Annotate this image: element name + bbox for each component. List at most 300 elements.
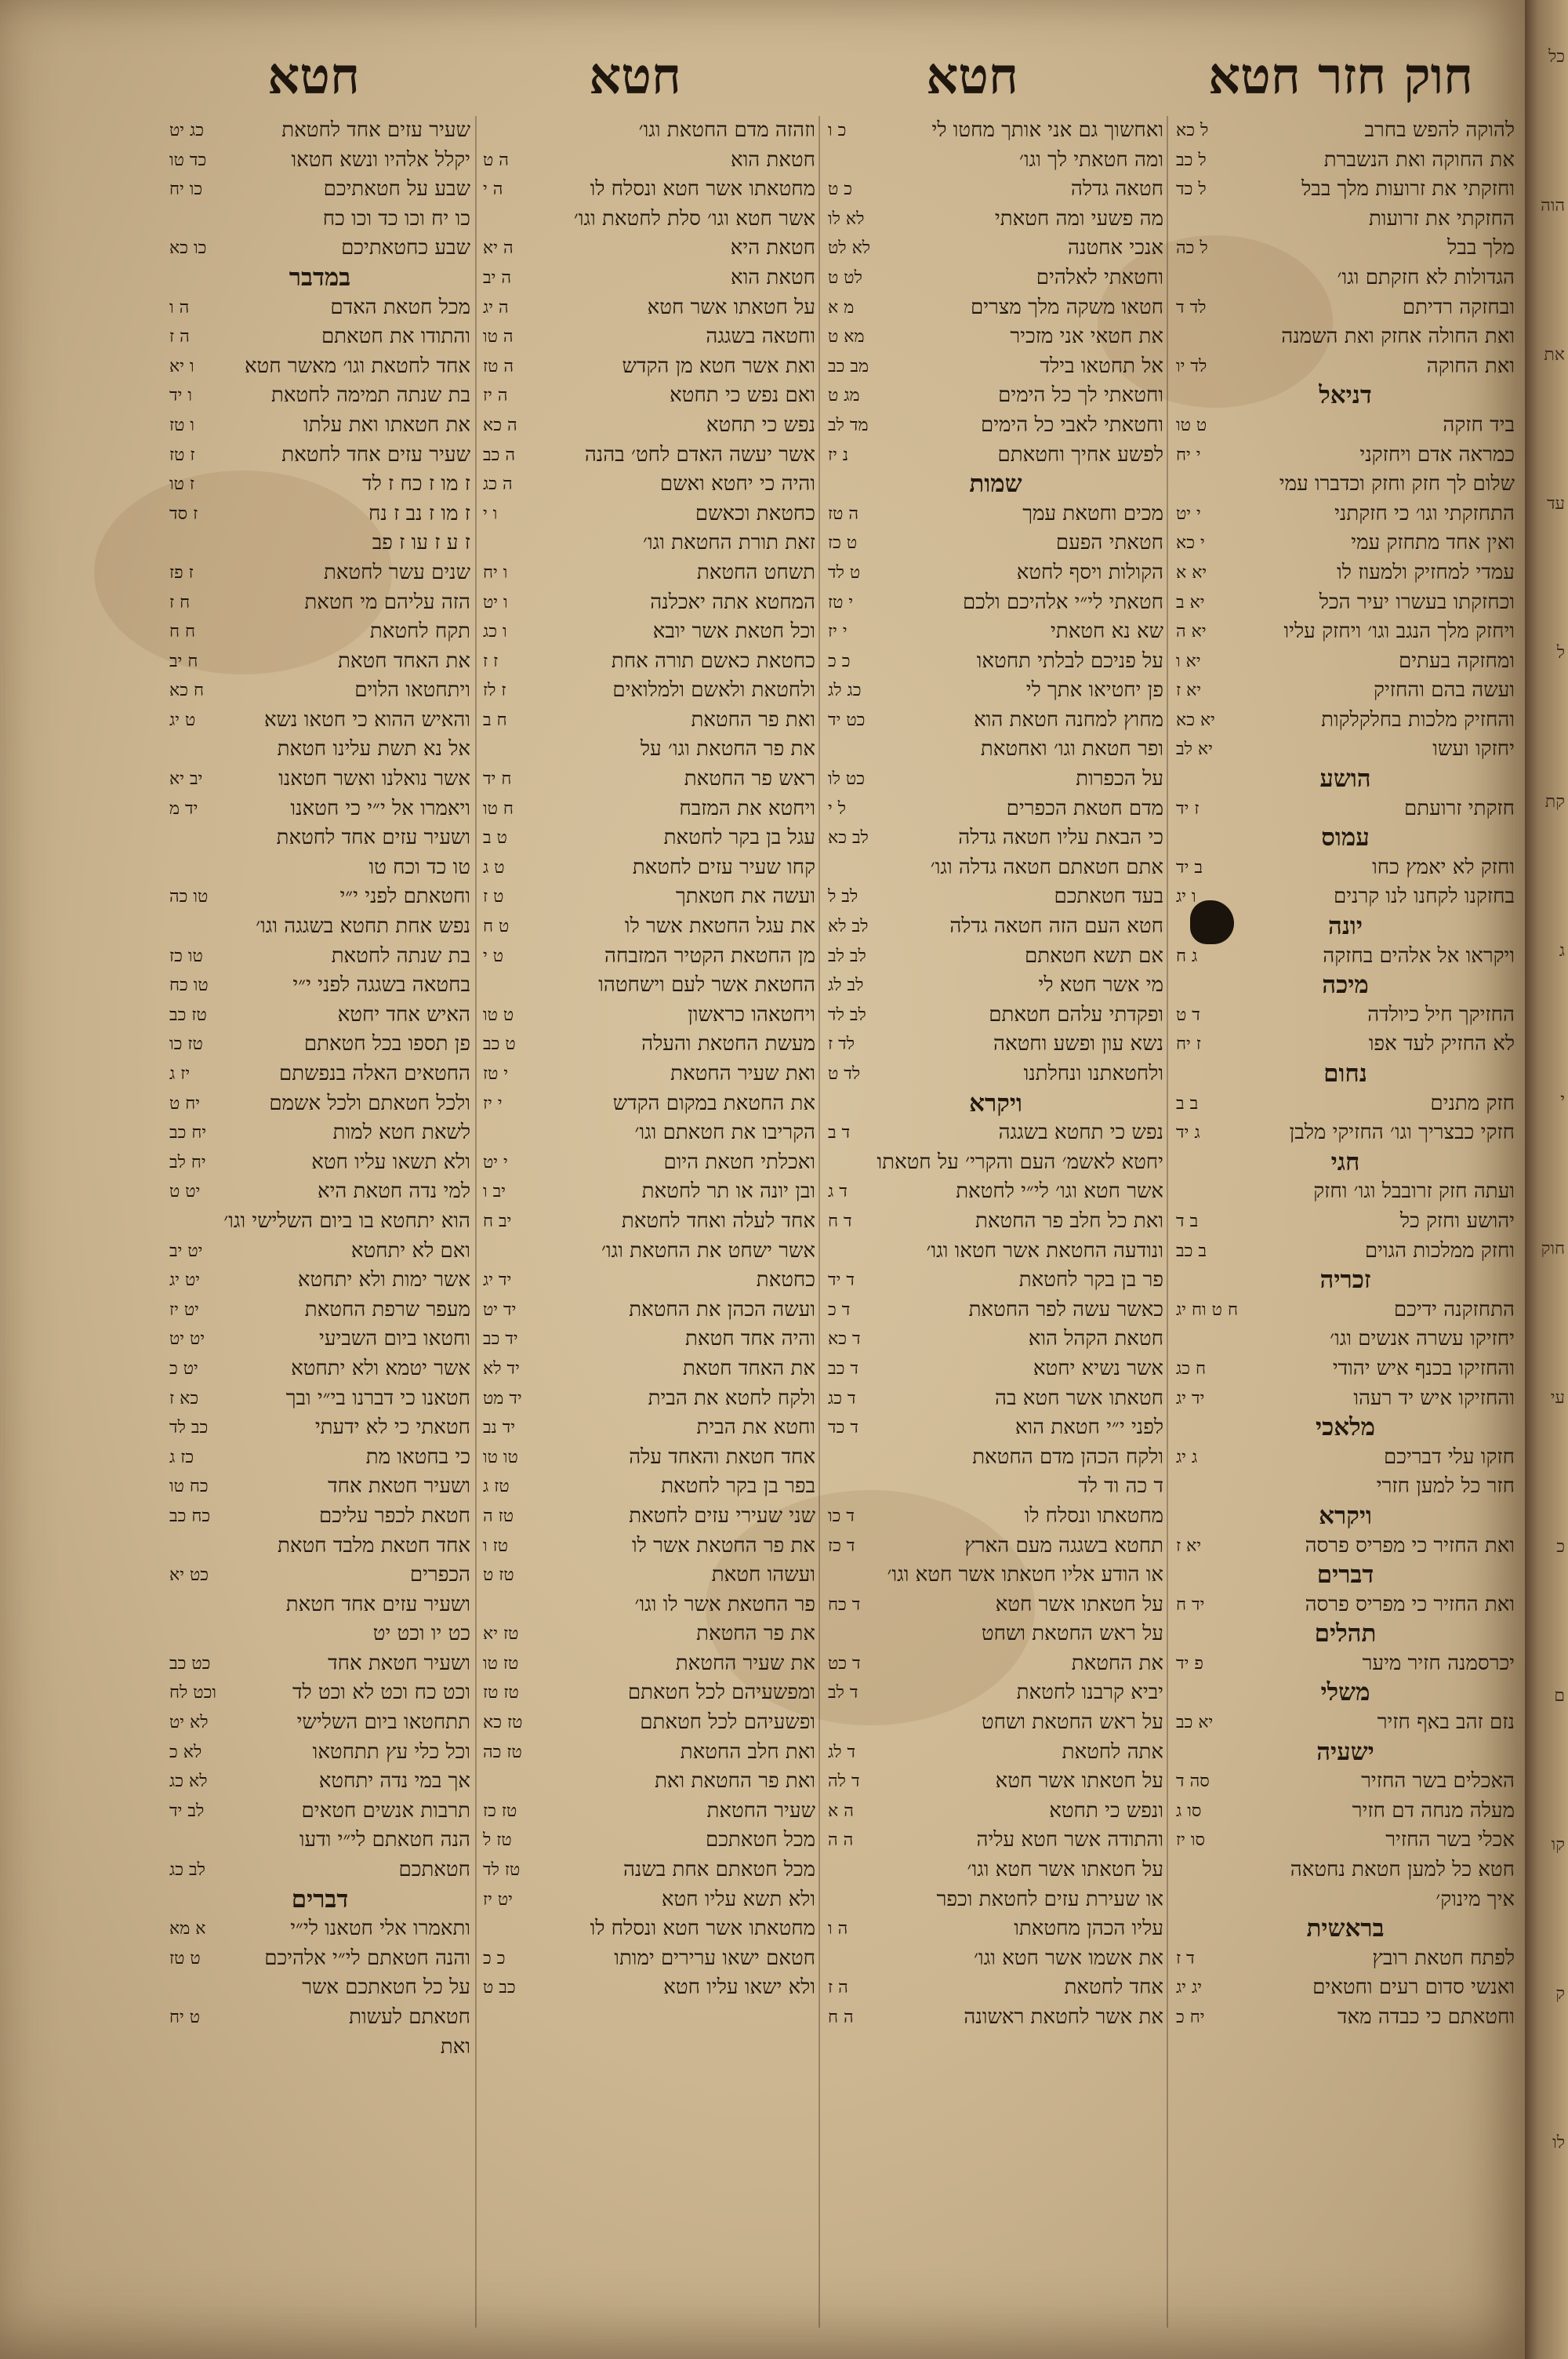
entry-reference: ו י xyxy=(483,503,498,524)
book-heading xyxy=(1176,1502,1515,1532)
entry-text: אחד חטאת והאחד עלה xyxy=(629,1445,815,1469)
entry-text: טו כד וכח טו xyxy=(368,855,470,879)
entry-text: מן החטאת הקטיר המזבחה xyxy=(604,943,815,968)
entry-reference: לד ז xyxy=(828,1034,855,1055)
entry-text: מלך בבל xyxy=(1447,236,1515,260)
concordance-entry xyxy=(483,971,815,1001)
entry-reference: לט ט xyxy=(828,267,862,288)
concordance-entry xyxy=(169,1590,470,1620)
entry-reference: ט טז xyxy=(169,1948,201,1968)
entry-text: מעשת החטאת והעלה xyxy=(641,1032,815,1056)
concordance-entry xyxy=(828,1502,1163,1532)
entry-reference: ד כ xyxy=(828,1299,851,1320)
entry-reference: טז ל xyxy=(483,1830,512,1851)
entry-text: חזק מתנים xyxy=(1430,1091,1515,1115)
concordance-entry xyxy=(483,1738,815,1768)
entry-reference: ו יד xyxy=(169,386,192,406)
entry-text: קחו שעיר עזים לחטאת xyxy=(632,855,815,879)
concordance-entry xyxy=(169,1237,470,1267)
entry-reference: ה ז xyxy=(169,327,190,347)
concordance-entry xyxy=(828,1826,1163,1856)
concordance-entry xyxy=(828,411,1163,441)
entry-text: פן יחטיאו אתך לי xyxy=(1025,678,1163,703)
entry-text: חטאתם לעשות xyxy=(349,2005,470,2029)
concordance-entry xyxy=(1176,293,1515,323)
entry-text: כחטאת כאשם תורה אחת xyxy=(611,649,815,673)
entry-text: יכרסמנה חזיר מיער xyxy=(1362,1651,1515,1675)
entry-text: ואת חלב החטאת xyxy=(680,1739,815,1764)
entry-text: ושעיר חטאת אחד xyxy=(328,1651,470,1675)
column-rule xyxy=(475,116,477,2328)
facing-page-edge xyxy=(1525,0,1568,2359)
entry-text: ואם לא יתחטא xyxy=(350,1238,470,1263)
concordance-entry xyxy=(1176,1207,1515,1237)
entry-text: את שעיר החטאת xyxy=(675,1651,815,1675)
concordance-entry xyxy=(1176,322,1515,352)
entry-text: תשחט החטאת xyxy=(696,560,815,584)
entry-text: תהלים xyxy=(1314,1619,1377,1648)
concordance-entry xyxy=(828,1914,1163,1944)
concordance-entry xyxy=(169,942,470,972)
entry-text: שעיר עזים אחד לחטאת xyxy=(281,118,470,142)
book-heading xyxy=(1176,1738,1515,1768)
concordance-entry xyxy=(483,205,815,234)
entry-reference: ט ב xyxy=(483,828,507,849)
entry-text: על חטאתו אשר חטא xyxy=(995,1592,1163,1616)
concordance-entry xyxy=(1176,234,1515,264)
book-heading xyxy=(1176,1148,1515,1178)
entry-text: את אשמו אשר חטא וגו׳ xyxy=(974,1946,1163,1970)
entry-reference: ט יג xyxy=(169,710,196,730)
entry-text: אל נא תשת עלינו חטאת xyxy=(277,737,470,761)
entry-reference: ד לה xyxy=(828,1772,860,1792)
entry-reference: ג יג xyxy=(1176,1447,1198,1467)
concordance-column-2 xyxy=(828,116,1163,2335)
concordance-entry xyxy=(828,1177,1163,1207)
concordance-entry xyxy=(1176,1973,1515,2003)
entry-text: מכל חטאתם אחת בשנה xyxy=(622,1858,815,1882)
entry-text: ואת xyxy=(440,2034,470,2059)
entry-reference: לד ד xyxy=(1176,297,1207,318)
entry-text: ואנשי סדום רעים וחטאים xyxy=(1312,1976,1515,2000)
entry-reference: טז טז xyxy=(483,1683,519,1703)
entry-text: ומפשעיהם לכל חטאתם xyxy=(627,1681,815,1705)
entry-reference: י יז xyxy=(828,622,848,642)
entry-reference: יא ו xyxy=(1176,651,1201,671)
entry-text: דברים xyxy=(291,1885,349,1914)
entry-text: ועשה בהם והחזיק xyxy=(1374,678,1515,703)
concordance-entry xyxy=(169,1177,470,1207)
entry-text: וחטאתי לאבי כל הימים xyxy=(980,413,1163,437)
entry-text: ואת אשר חטא מן הקדש xyxy=(622,354,815,378)
entry-reference: יט יב xyxy=(169,1241,203,1261)
entry-text: שני שעירי עזים לחטאת xyxy=(629,1503,815,1528)
entry-text: מחטאתו אשר חטא ונסלח לו xyxy=(590,1917,815,1941)
concordance-entry xyxy=(169,1502,470,1532)
facing-page-fragment: עי xyxy=(1550,1388,1565,1408)
facing-page-fragment: קו xyxy=(1551,1835,1565,1855)
entry-text: הכפרים xyxy=(409,1563,470,1587)
entry-text: תחטא בשגגה מעם הארץ xyxy=(964,1533,1163,1558)
entry-text: ולקח הכהן מדם החטאת xyxy=(972,1445,1163,1469)
concordance-entry xyxy=(169,912,470,942)
concordance-entry xyxy=(828,735,1163,765)
concordance-entry xyxy=(1176,1089,1515,1119)
entry-text: והתודה אשר חטא עליה xyxy=(976,1828,1163,1852)
entry-reference: יט יט xyxy=(169,1329,205,1350)
entry-text: בפר בן בקר לחטאת xyxy=(661,1474,815,1499)
entry-reference: ו יא xyxy=(169,356,194,376)
entry-reference: ח טו xyxy=(483,798,514,819)
entry-text: מי אשר חטא לי xyxy=(1038,973,1163,998)
entry-text: ויחזק מלך הנגב וגו׳ ויחזק עליו xyxy=(1283,620,1515,644)
entry-reference: יא ז xyxy=(1176,1536,1202,1556)
book-heading xyxy=(1176,1914,1515,1944)
entry-text: אם תשא חטאתם xyxy=(1025,943,1163,968)
entry-text: שבע על חטאתיכם xyxy=(323,177,470,202)
entry-text: יחטא לאשמ׳ העם והקרי׳ על חטאתו xyxy=(877,1150,1163,1174)
entry-reference: ה טז xyxy=(828,503,859,524)
entry-reference: יז ג xyxy=(169,1064,191,1084)
concordance-entry xyxy=(828,1619,1163,1649)
concordance-entry xyxy=(828,1944,1163,1974)
entry-reference: ה ז xyxy=(828,1978,848,1998)
entry-reference: טז טו xyxy=(483,1653,519,1674)
entry-reference: יב ח xyxy=(483,1211,512,1231)
concordance-entry xyxy=(828,1885,1163,1915)
entry-text: האיש אחד יחטא xyxy=(337,1002,470,1027)
entry-reference: ה יא xyxy=(483,238,514,259)
concordance-entry xyxy=(169,794,470,824)
concordance-entry xyxy=(169,1060,470,1089)
entry-text: ומה חטאתי לך וגו׳ xyxy=(1018,147,1163,172)
entry-reference: ט יח xyxy=(169,2008,201,2027)
facing-page-fragment: י xyxy=(1560,1090,1565,1110)
entry-text: איך מינוק׳ xyxy=(1436,1887,1515,1911)
header-col3: חטא xyxy=(589,47,681,106)
entry-reference: ד כד xyxy=(828,1418,858,1438)
concordance-entry xyxy=(1176,706,1515,736)
entry-reference: כו יח xyxy=(169,180,203,200)
book-heading xyxy=(1176,1561,1515,1590)
concordance-entry xyxy=(828,971,1163,1001)
entry-text: בחטאה בשגגה לפני י״י xyxy=(292,973,470,998)
facing-page-fragment: ל xyxy=(1556,643,1565,663)
entry-text: ויחטא את המזבח xyxy=(679,796,815,820)
concordance-entry xyxy=(483,1914,815,1944)
concordance-entry xyxy=(1176,1177,1515,1207)
entry-text: לא החזיק לעד אפו xyxy=(1368,1032,1515,1056)
entry-text: ושעיר חטאת אחד xyxy=(328,1474,470,1499)
entry-reference: ד ג xyxy=(828,1182,848,1202)
entry-reference: ד לג xyxy=(828,1742,856,1762)
entry-reference: טז יא xyxy=(483,1624,519,1645)
concordance-entry xyxy=(169,676,470,706)
entry-text: וכט כח וכט לא וכט לד xyxy=(292,1681,470,1705)
entry-reference: טו כז xyxy=(169,946,203,966)
entry-reference: ה טז xyxy=(483,356,514,376)
entry-text: ולכל חטאתם ולכל אשמם xyxy=(269,1091,470,1115)
concordance-entry xyxy=(169,1118,470,1148)
entry-text: ולחטאת ולאשם ולמלואים xyxy=(612,678,815,703)
entry-text: חטאו משקה מלך מצרים xyxy=(970,295,1163,319)
concordance-entry xyxy=(169,765,470,794)
facing-page-fragment: ק xyxy=(1555,1984,1565,2004)
entry-text: אשר ימות ולא יתחטא xyxy=(297,1268,470,1292)
concordance-entry xyxy=(483,1413,815,1443)
entry-reference: יד נב xyxy=(483,1418,516,1438)
entry-reference: כב ט xyxy=(483,1978,516,1998)
entry-text: את פר החטאת וגו׳ על xyxy=(640,737,815,761)
concordance-entry xyxy=(1176,441,1515,471)
entry-text: התחזקתי וגו׳ כי חזקתני xyxy=(1334,501,1515,525)
entry-text: ופשעיהם לכל חטאתם xyxy=(640,1710,815,1735)
concordance-entry xyxy=(483,1767,815,1797)
concordance-entry xyxy=(828,912,1163,942)
entry-reference: טו טו xyxy=(483,1447,518,1467)
entry-text: ז ע ז עו ז פב xyxy=(372,531,470,555)
concordance-entry xyxy=(1176,647,1515,677)
entry-text: התחזקנה ידיכם xyxy=(1393,1297,1515,1321)
concordance-entry xyxy=(169,175,470,205)
concordance-entry xyxy=(828,794,1163,824)
book-heading xyxy=(169,264,470,293)
entry-text: ובחזקה רדיתם xyxy=(1402,295,1515,319)
entry-text: אנכי אחטנה xyxy=(1068,236,1163,260)
entry-text: את החטאת xyxy=(1071,1651,1163,1675)
entry-text: שבע כחטאתיכם xyxy=(341,236,470,260)
entry-reference: ז יד xyxy=(1176,798,1200,819)
concordance-entry xyxy=(169,234,470,264)
book-heading xyxy=(1176,823,1515,853)
facing-page-fragment: ג xyxy=(1559,941,1565,961)
concordance-entry xyxy=(1176,853,1515,883)
concordance-entry xyxy=(828,647,1163,677)
entry-text: והחזיק מלכות בחלקלקות xyxy=(1321,707,1515,732)
concordance-entry xyxy=(483,735,815,765)
entry-reference: טז כב xyxy=(169,1005,207,1025)
concordance-entry xyxy=(169,823,470,853)
entry-reference: ח כג xyxy=(1176,1358,1207,1379)
concordance-entry xyxy=(169,1767,470,1797)
entry-reference: סו יז xyxy=(1176,1830,1206,1851)
concordance-entry xyxy=(1176,1590,1515,1620)
entry-reference: סה ד xyxy=(1176,1772,1210,1792)
entry-reference: ז ז xyxy=(483,651,499,671)
concordance-entry xyxy=(169,882,470,912)
concordance-entry xyxy=(169,1973,470,2003)
concordance-entry xyxy=(1176,411,1515,441)
entry-reference: ט ז xyxy=(483,887,504,907)
concordance-entry xyxy=(483,500,815,529)
concordance-entry xyxy=(1176,794,1515,824)
concordance-entry xyxy=(1176,116,1515,146)
concordance-entry xyxy=(169,1856,470,1885)
entry-text: אחד חטאת מלבד חטאת xyxy=(278,1533,470,1558)
concordance-entry xyxy=(828,1443,1163,1473)
entry-text: תרבות אנשים חטאים xyxy=(301,1798,470,1823)
concordance-entry xyxy=(169,1561,470,1590)
concordance-entry xyxy=(1176,500,1515,529)
entry-reference: ה א xyxy=(828,1801,854,1821)
entry-text: כאשר עשה לפר החטאת xyxy=(968,1297,1163,1321)
entry-text: מחוץ למחנה חטאת הוא xyxy=(974,707,1163,732)
entry-text: הנה חטאתם לי״י ודעו xyxy=(299,1828,470,1852)
entry-text: במדבר xyxy=(289,263,351,292)
entry-text: פר בן בקר לחטאת xyxy=(1018,1268,1163,1292)
column-rule xyxy=(818,116,820,2328)
entry-reference: לב יד xyxy=(169,1801,205,1821)
concordance-entry xyxy=(483,529,815,558)
entry-reference: מד לב xyxy=(828,415,869,435)
book-heading xyxy=(169,1885,470,1915)
concordance-entry xyxy=(1176,558,1515,588)
concordance-entry xyxy=(1176,1944,1515,1974)
entry-reference: ח ח xyxy=(169,622,196,642)
concordance-entry xyxy=(828,1384,1163,1414)
concordance-entry xyxy=(169,1296,470,1325)
entry-reference: יט יג xyxy=(169,1270,201,1291)
entry-text: את פר החטאת אשר לו xyxy=(631,1533,815,1558)
concordance-entry xyxy=(483,322,815,352)
entry-reference: לב כג xyxy=(169,1860,205,1881)
concordance-entry xyxy=(169,2003,470,2033)
entry-reference: ח ב xyxy=(483,710,507,730)
concordance-entry xyxy=(828,676,1163,706)
concordance-entry xyxy=(828,1266,1163,1296)
entry-reference: ו יג xyxy=(1176,887,1196,907)
concordance-entry xyxy=(828,1060,1163,1089)
concordance-entry xyxy=(169,470,470,500)
entry-reference: ד ט xyxy=(1176,1005,1200,1025)
concordance-entry xyxy=(483,1237,815,1267)
entry-reference: יח כב xyxy=(169,1123,207,1143)
entry-reference: לב לד xyxy=(828,1005,866,1025)
concordance-entry xyxy=(828,1738,1163,1768)
entry-text: לשאת חטא למות xyxy=(332,1121,470,1145)
entry-reference: ד ז xyxy=(1176,1948,1195,1968)
concordance-entry xyxy=(169,971,470,1001)
entry-text: ולקח לחטא את הבית xyxy=(648,1386,815,1410)
concordance-entry xyxy=(1176,529,1515,558)
entry-reference: מ א xyxy=(828,297,855,318)
concordance-entry xyxy=(1176,1856,1515,1885)
concordance-entry xyxy=(1176,1767,1515,1797)
entry-text: עליו הכהן מחטאתו xyxy=(1014,1917,1163,1941)
concordance-entry xyxy=(483,1325,815,1354)
concordance-entry xyxy=(169,853,470,883)
entry-text: הזה עליהם מי חטאת xyxy=(304,590,470,614)
entry-reference: יא א xyxy=(1176,562,1207,583)
entry-text: חטאתכם xyxy=(398,1858,470,1882)
concordance-entry xyxy=(1176,1001,1515,1030)
concordance-entry xyxy=(828,942,1163,972)
concordance-entry xyxy=(169,146,470,176)
entry-reference: כב לד xyxy=(169,1418,209,1438)
entry-reference: יט כ xyxy=(169,1358,198,1379)
entry-text: ואחשוך גם אני אותך מחטו לי xyxy=(931,118,1163,142)
entry-reference: ד כו xyxy=(828,1506,855,1526)
concordance-entry xyxy=(1176,1708,1515,1738)
concordance-entry xyxy=(483,912,815,942)
entry-reference: ה כג xyxy=(483,474,513,495)
entry-reference: ט י xyxy=(483,946,504,966)
entry-text: יונה xyxy=(1328,912,1363,941)
concordance-entry xyxy=(169,1649,470,1679)
entry-text: את חטאתו ואת עלתו xyxy=(303,413,470,437)
entry-reference: יד מט xyxy=(483,1388,522,1408)
concordance-entry xyxy=(828,1561,1163,1590)
facing-page-fragment: את xyxy=(1544,345,1565,365)
entry-text: מדם חטאת הכפרים xyxy=(1006,796,1163,820)
entry-reference: ז לז xyxy=(483,681,506,701)
entry-text: ויקרא xyxy=(969,1089,1022,1118)
entry-text: יחזקו ועשו xyxy=(1432,737,1515,761)
concordance-entry xyxy=(828,146,1163,176)
entry-text: משלי xyxy=(1320,1678,1370,1707)
entry-text: ויקרא xyxy=(1319,1501,1372,1530)
concordance-entry xyxy=(828,264,1163,293)
entry-text: מעפר שרפת החטאת xyxy=(304,1297,470,1321)
entry-text: האכלים בשר החזיר xyxy=(1361,1769,1515,1794)
entry-reference: י יט xyxy=(483,1152,508,1172)
facing-page-fragment: חוק xyxy=(1541,1239,1565,1259)
entry-text: יהושע וחזק כל xyxy=(1399,1209,1515,1233)
concordance-entry xyxy=(169,617,470,647)
entry-reference: ד כז xyxy=(828,1536,855,1556)
entry-reference: טז כו xyxy=(169,1034,203,1055)
entry-reference: לא לו xyxy=(828,209,865,229)
concordance-entry xyxy=(169,1619,470,1649)
concordance-entry xyxy=(828,175,1163,205)
header-col4: חטא xyxy=(267,47,360,106)
entry-text: בחזקנו לקחנו לנו קרנים xyxy=(1333,885,1515,909)
concordance-entry xyxy=(828,853,1163,883)
entry-text: ועשה את חטאתך xyxy=(675,885,815,909)
entry-reference: ה ט xyxy=(483,150,509,170)
entry-reference: ל כד xyxy=(1176,180,1207,200)
entry-text: אחד לחטאת xyxy=(1064,1976,1163,2000)
concordance-entry xyxy=(1176,1296,1515,1325)
entry-text: הקולות ויסף לחטא xyxy=(1016,560,1163,584)
entry-reference: יד כב xyxy=(483,1329,518,1350)
entry-reference: ח כא xyxy=(169,681,204,701)
entry-text: שעיר החטאת xyxy=(706,1798,815,1823)
concordance-entry xyxy=(1176,1354,1515,1384)
entry-text: יביא קרבנו לחטאת xyxy=(1016,1681,1163,1705)
concordance-entry xyxy=(169,1738,470,1768)
entry-text: לפני י״י חטאת הוא xyxy=(1014,1416,1163,1440)
entry-text: כחטאת xyxy=(756,1268,815,1292)
entry-reference: ג ח xyxy=(1176,946,1198,966)
concordance-entry xyxy=(828,1237,1163,1267)
concordance-entry xyxy=(483,1030,815,1060)
entry-text: מכים וחטאת עמך xyxy=(1022,501,1163,525)
entry-reference: לד ט xyxy=(828,1064,861,1084)
header-col1: חוק חזר חטא xyxy=(1208,47,1473,106)
entry-text: ואת פר החטאת ואת xyxy=(655,1769,815,1794)
concordance-entry xyxy=(169,1472,470,1502)
concordance-entry xyxy=(1176,1030,1515,1060)
entry-reference: וכט לח xyxy=(169,1683,216,1703)
entry-text: ובן יונה או תר לחטאת xyxy=(641,1180,815,1204)
entry-reference: ד כט xyxy=(828,1653,861,1674)
concordance-entry xyxy=(483,1384,815,1414)
concordance-entry xyxy=(1176,2003,1515,2033)
concordance-entry xyxy=(169,1708,470,1738)
concordance-entry xyxy=(828,2003,1163,2033)
entry-text: את פר החטאת xyxy=(696,1622,815,1646)
